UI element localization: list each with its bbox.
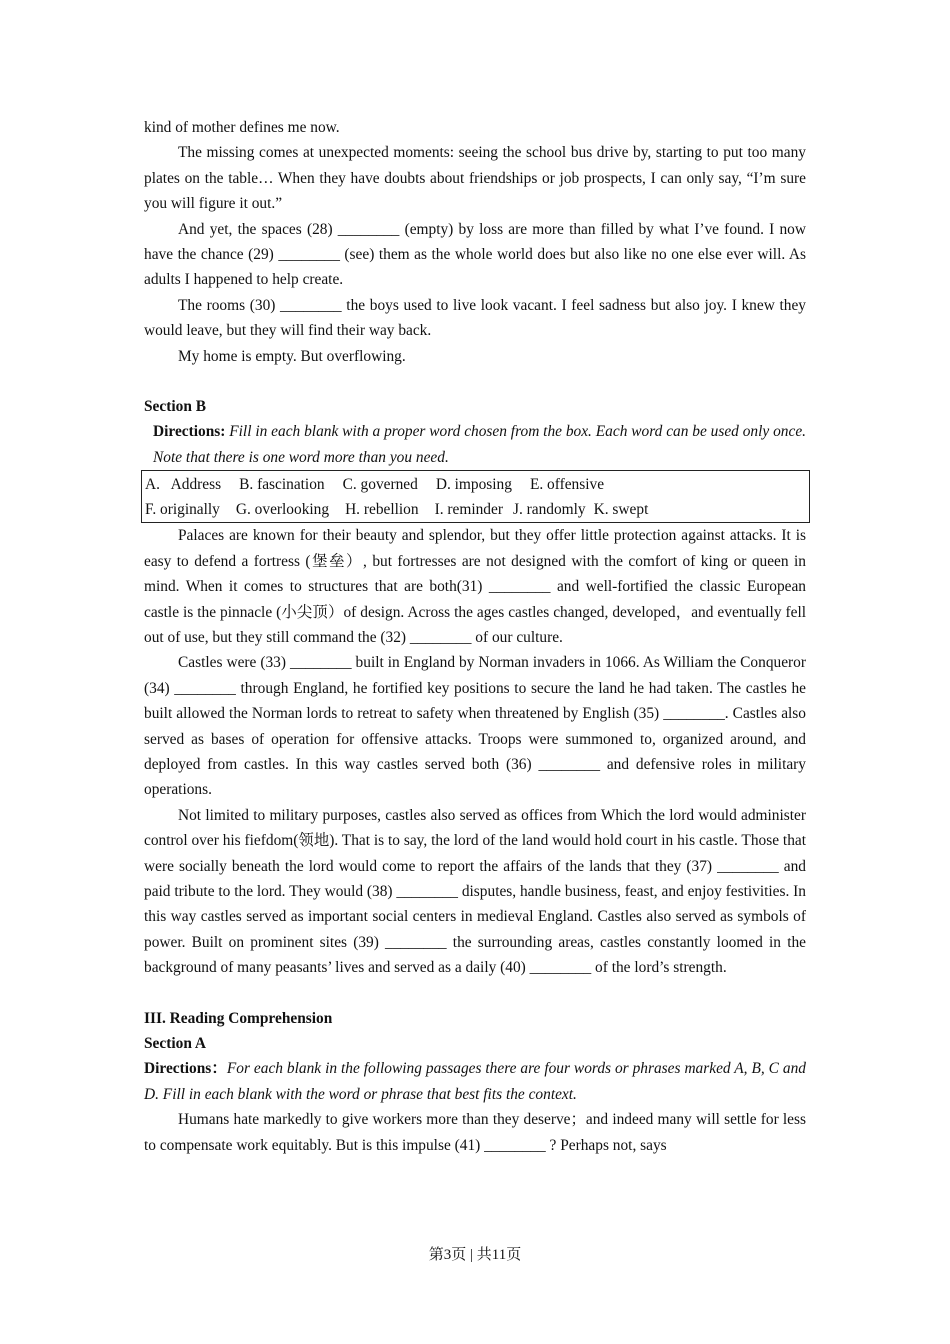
section-a-directions [144, 1056, 806, 1107]
word-option: G. overlooking [235, 501, 330, 519]
word-option: K. swept [593, 501, 649, 519]
word-option: H. rebellion [345, 501, 419, 519]
word-option: I. reminder [434, 501, 503, 519]
page-footer: 第3页 | 共11页 [428, 1247, 522, 1263]
directions-text: Fill in each blank with a proper word chosen from the box. Each word can be used only once. Note that there is one word more than you need. [153, 423, 806, 466]
paragraph: Not limited to military purposes, castles also served as offices from Which the lord would administer control over his fiefdom(领地). That is to say, the lord of the land would hold court in his castle. Those that were socially beneath the lord would come to report the affairs of the lands that they (37) ________ and paid tribute to the lord. They would (38) ________ disputes, handle business, feast, and enjoy festivities. In this way castles served as important social centers in medieval England. Castles also served as symbols of power. Built on prominent sites (39) ________ the surrounding areas, castles constantly loomed in the background of many peasants’ lives and served as a daily (40) ________ of the lord’s strength. [144, 806, 806, 977]
word-option: D. imposing [435, 476, 512, 494]
paragraph: Humans hate markedly to give workers more than they deserve；and indeed many will settle for less to compensate work equitably. But is this impulse (41) ________ ? Perhaps not, says [144, 1111, 806, 1154]
paragraph: My home is empty. But overflowing. [178, 347, 406, 365]
directions-text: For each blank in the following passages there are four words or phrases marked A, B, C and D. Fill in each blank with the word or phrase that best fits the context. [144, 1060, 806, 1103]
section-b-directions [144, 419, 806, 470]
paragraph: kind of mother defines me now. [144, 119, 340, 136]
word-bank-row [145, 497, 809, 522]
word-option: J. randomly [512, 501, 586, 519]
paragraph: Castles were (33) ________ built in England by Norman invaders in 1066. As William the Conqueror (34) ________ through England, he fortified key positions to secure the land he had taken. The castles he built allowed the Norman lords to retreat to safety when threatened by English (35) ________. Castles also served as bases of operation for offensive attacks. Troops were summoned to, organized around, and deployed from castles. In this way castles served both (36) ________ and defensive roles in military operations. [144, 654, 806, 799]
paragraph: And yet, the spaces (28) ________ (empty) by loss are more than filled by what I’ve found. I now have the chance (29) ________ (see) them as the whole world does but also like no one else ever will. As adults I happened to help create. [144, 220, 806, 289]
word-bank-row [145, 472, 809, 497]
word-option: F. originally [145, 501, 220, 519]
word-option: C. governed [342, 476, 418, 494]
directions-label: Directions： [144, 1060, 227, 1078]
document-page [144, 115, 806, 1158]
word-option: A. Address [145, 476, 222, 494]
word-bank-box [141, 470, 810, 523]
section-a-title: Section A [144, 1035, 206, 1052]
directions-label: Directions: [153, 423, 226, 441]
part-title: III. Reading Comprehension [144, 1009, 333, 1027]
word-option: B. fascination [239, 476, 325, 494]
paragraph: Palaces are known for their beauty and splendor, but they offer little protection against attacks. It is easy to defend a fortress (堡垒）, but fortresses are not designed with the comfort of king or queen in mind. When it comes to structures that are both(31) ________ and well-fortified the classic European castle is the pinnacle (小尖顶）of design. Across the ages castles changed, developed，and eventually fell out of use, but they still command the (32) ________ of our culture. [144, 527, 806, 646]
section-b-title: Section B [144, 398, 206, 416]
paragraph: The missing comes at unexpected moments: seeing the school bus drive by, starting to put too many plates on the table… When they have doubts about friendships or job prospects, I can only say, “I’m sure you will figure it out.” [144, 144, 806, 213]
word-option: E. offensive [529, 476, 605, 494]
paragraph: The rooms (30) ________ the boys used to live look vacant. I feel sadness but also joy. I knew they would leave, but they will find their way back. [144, 296, 806, 340]
